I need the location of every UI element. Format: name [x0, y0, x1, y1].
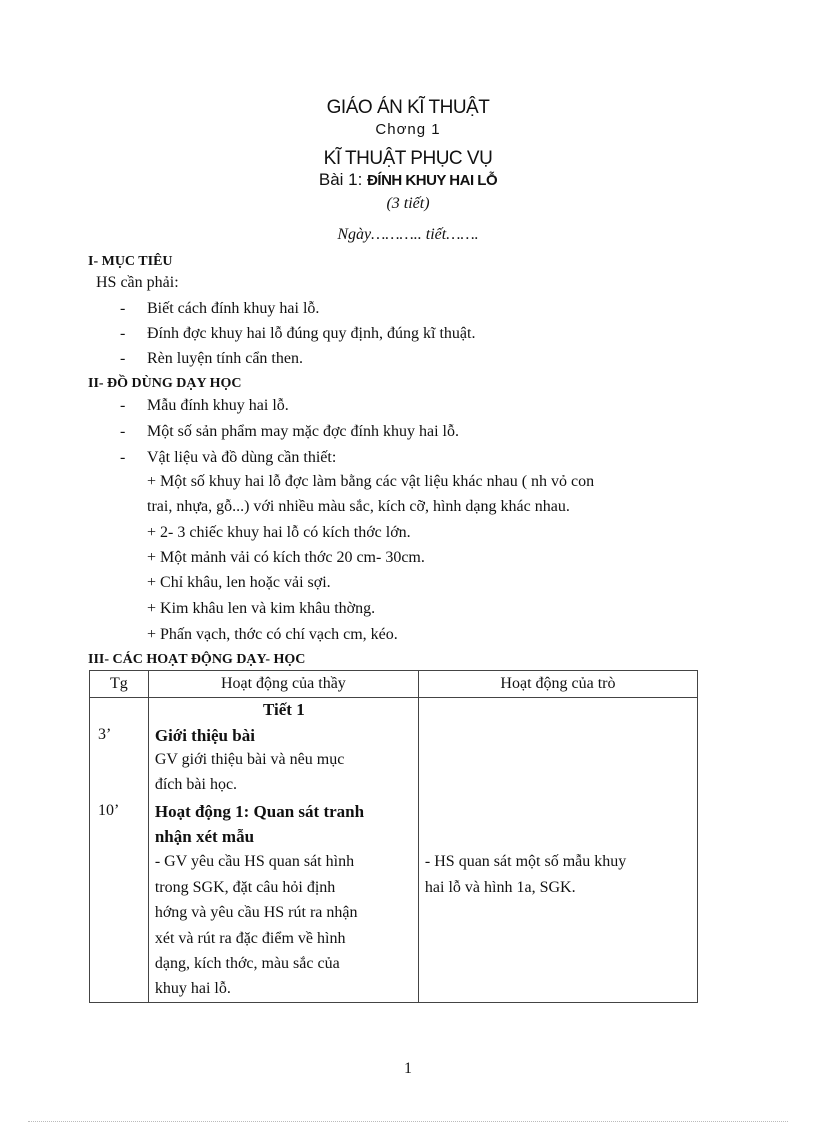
column-header-student: Hoạt động của trò	[418, 671, 697, 698]
list-bullet: -	[120, 350, 126, 367]
activity-line: dạng, kích thớc, màu sắc của	[154, 955, 340, 972]
session-label: Tiết 1	[262, 700, 305, 719]
intro-heading: Giới thiệu bài	[154, 726, 255, 745]
page-number: 1	[404, 1060, 412, 1077]
list-bullet: -	[120, 397, 126, 414]
material-line: + Kim khâu len và kim khâu thờng.	[147, 600, 376, 617]
section-heading-objectives: I- MỤC TIÊU	[88, 254, 173, 269]
date-line: Ngày……….. tiết…….	[337, 226, 479, 243]
list-bullet: -	[120, 449, 126, 466]
column-header-time: Tg	[90, 671, 149, 698]
lesson-title	[0, 170, 816, 190]
list-bullet: -	[120, 300, 126, 317]
time-value: 10’	[98, 802, 120, 819]
time-cell	[90, 698, 149, 1003]
materials-item: Mẫu đính khuy hai lỗ.	[147, 397, 289, 414]
activity-line: trong SGK, đặt câu hỏi định	[154, 879, 336, 896]
duration: (3 tiết)	[386, 195, 430, 212]
student-cell	[418, 698, 697, 1003]
material-line: + Một số khuy hai lỗ đợc làm bằng các vật liệu khác nhau ( nh vỏ con	[147, 473, 595, 490]
materials-item: Một số sản phẩm may mặc đợc đính khuy hai lỗ.	[147, 423, 459, 440]
table-row	[90, 698, 698, 1003]
intro-line: đích bài học.	[154, 776, 238, 793]
time-value: 3’	[98, 726, 112, 743]
objective-item: Rèn luyện tính cẩn then.	[147, 350, 303, 367]
activity-heading: Hoạt động 1: Quan sát tranh	[154, 802, 365, 821]
lesson-plan-table	[89, 670, 698, 1003]
page-bottom-divider	[28, 1121, 788, 1122]
activity-line: - GV yêu cầu HS quan sát hình	[154, 853, 355, 870]
table-header-row	[90, 671, 698, 698]
student-line: - HS quan sát một số mẫu khuy	[424, 853, 627, 870]
material-line: + 2- 3 chiếc khuy hai lỗ có kích thớc lớn.	[147, 524, 411, 541]
material-line: + Phấn vạch, thớc có chí vạch cm, kéo.	[147, 626, 398, 643]
teacher-cell	[148, 698, 418, 1003]
objectives-intro: HS cần phải:	[96, 274, 179, 291]
activity-line: xét và rút ra đặc điểm về hình	[154, 930, 346, 947]
chapter-subtitle: KĨ THUẬT PHỤC VỤ	[323, 148, 493, 169]
chapter-label: Chơng 1	[375, 121, 441, 138]
section-heading-materials: II- ĐỒ DÙNG DẠY HỌC	[88, 376, 242, 391]
material-line: + Chỉ khâu, len hoặc vải sợi.	[147, 574, 331, 591]
objective-item: Biết cách đính khuy hai lỗ.	[147, 300, 320, 317]
list-bullet: -	[120, 325, 126, 342]
intro-line: GV giới thiệu bài và nêu mục	[154, 751, 345, 768]
lesson-label: Bài 1:	[318, 170, 363, 189]
student-line: hai lỗ và hình 1a, SGK.	[424, 879, 576, 896]
column-header-teacher: Hoạt động của thầy	[148, 671, 418, 698]
activity-heading: nhận xét mẫu	[154, 827, 255, 846]
list-bullet: -	[120, 423, 126, 440]
activity-line: hớng và yêu cầu HS rút ra nhận	[154, 904, 358, 921]
material-line: + Một mảnh vải có kích thớc 20 cm- 30cm.	[147, 549, 425, 566]
activity-line: khuy hai lỗ.	[154, 980, 231, 997]
lesson-name: ĐÍNH KHUY HAI LỖ	[367, 172, 498, 189]
section-heading-activities: III- CÁC HOẠT ĐỘNG DẠY- HỌC	[88, 652, 306, 667]
document-title: GIÁO ÁN KĨ THUẬT	[326, 97, 490, 118]
material-line: trai, nhựa, gỗ...) với nhiều màu sắc, kích cỡ, hình dạng khác nhau.	[147, 498, 570, 515]
objective-item: Đính đợc khuy hai lỗ đúng quy định, đúng kĩ thuật.	[147, 325, 476, 342]
materials-item: Vật liệu và đồ dùng cần thiết:	[147, 449, 337, 466]
